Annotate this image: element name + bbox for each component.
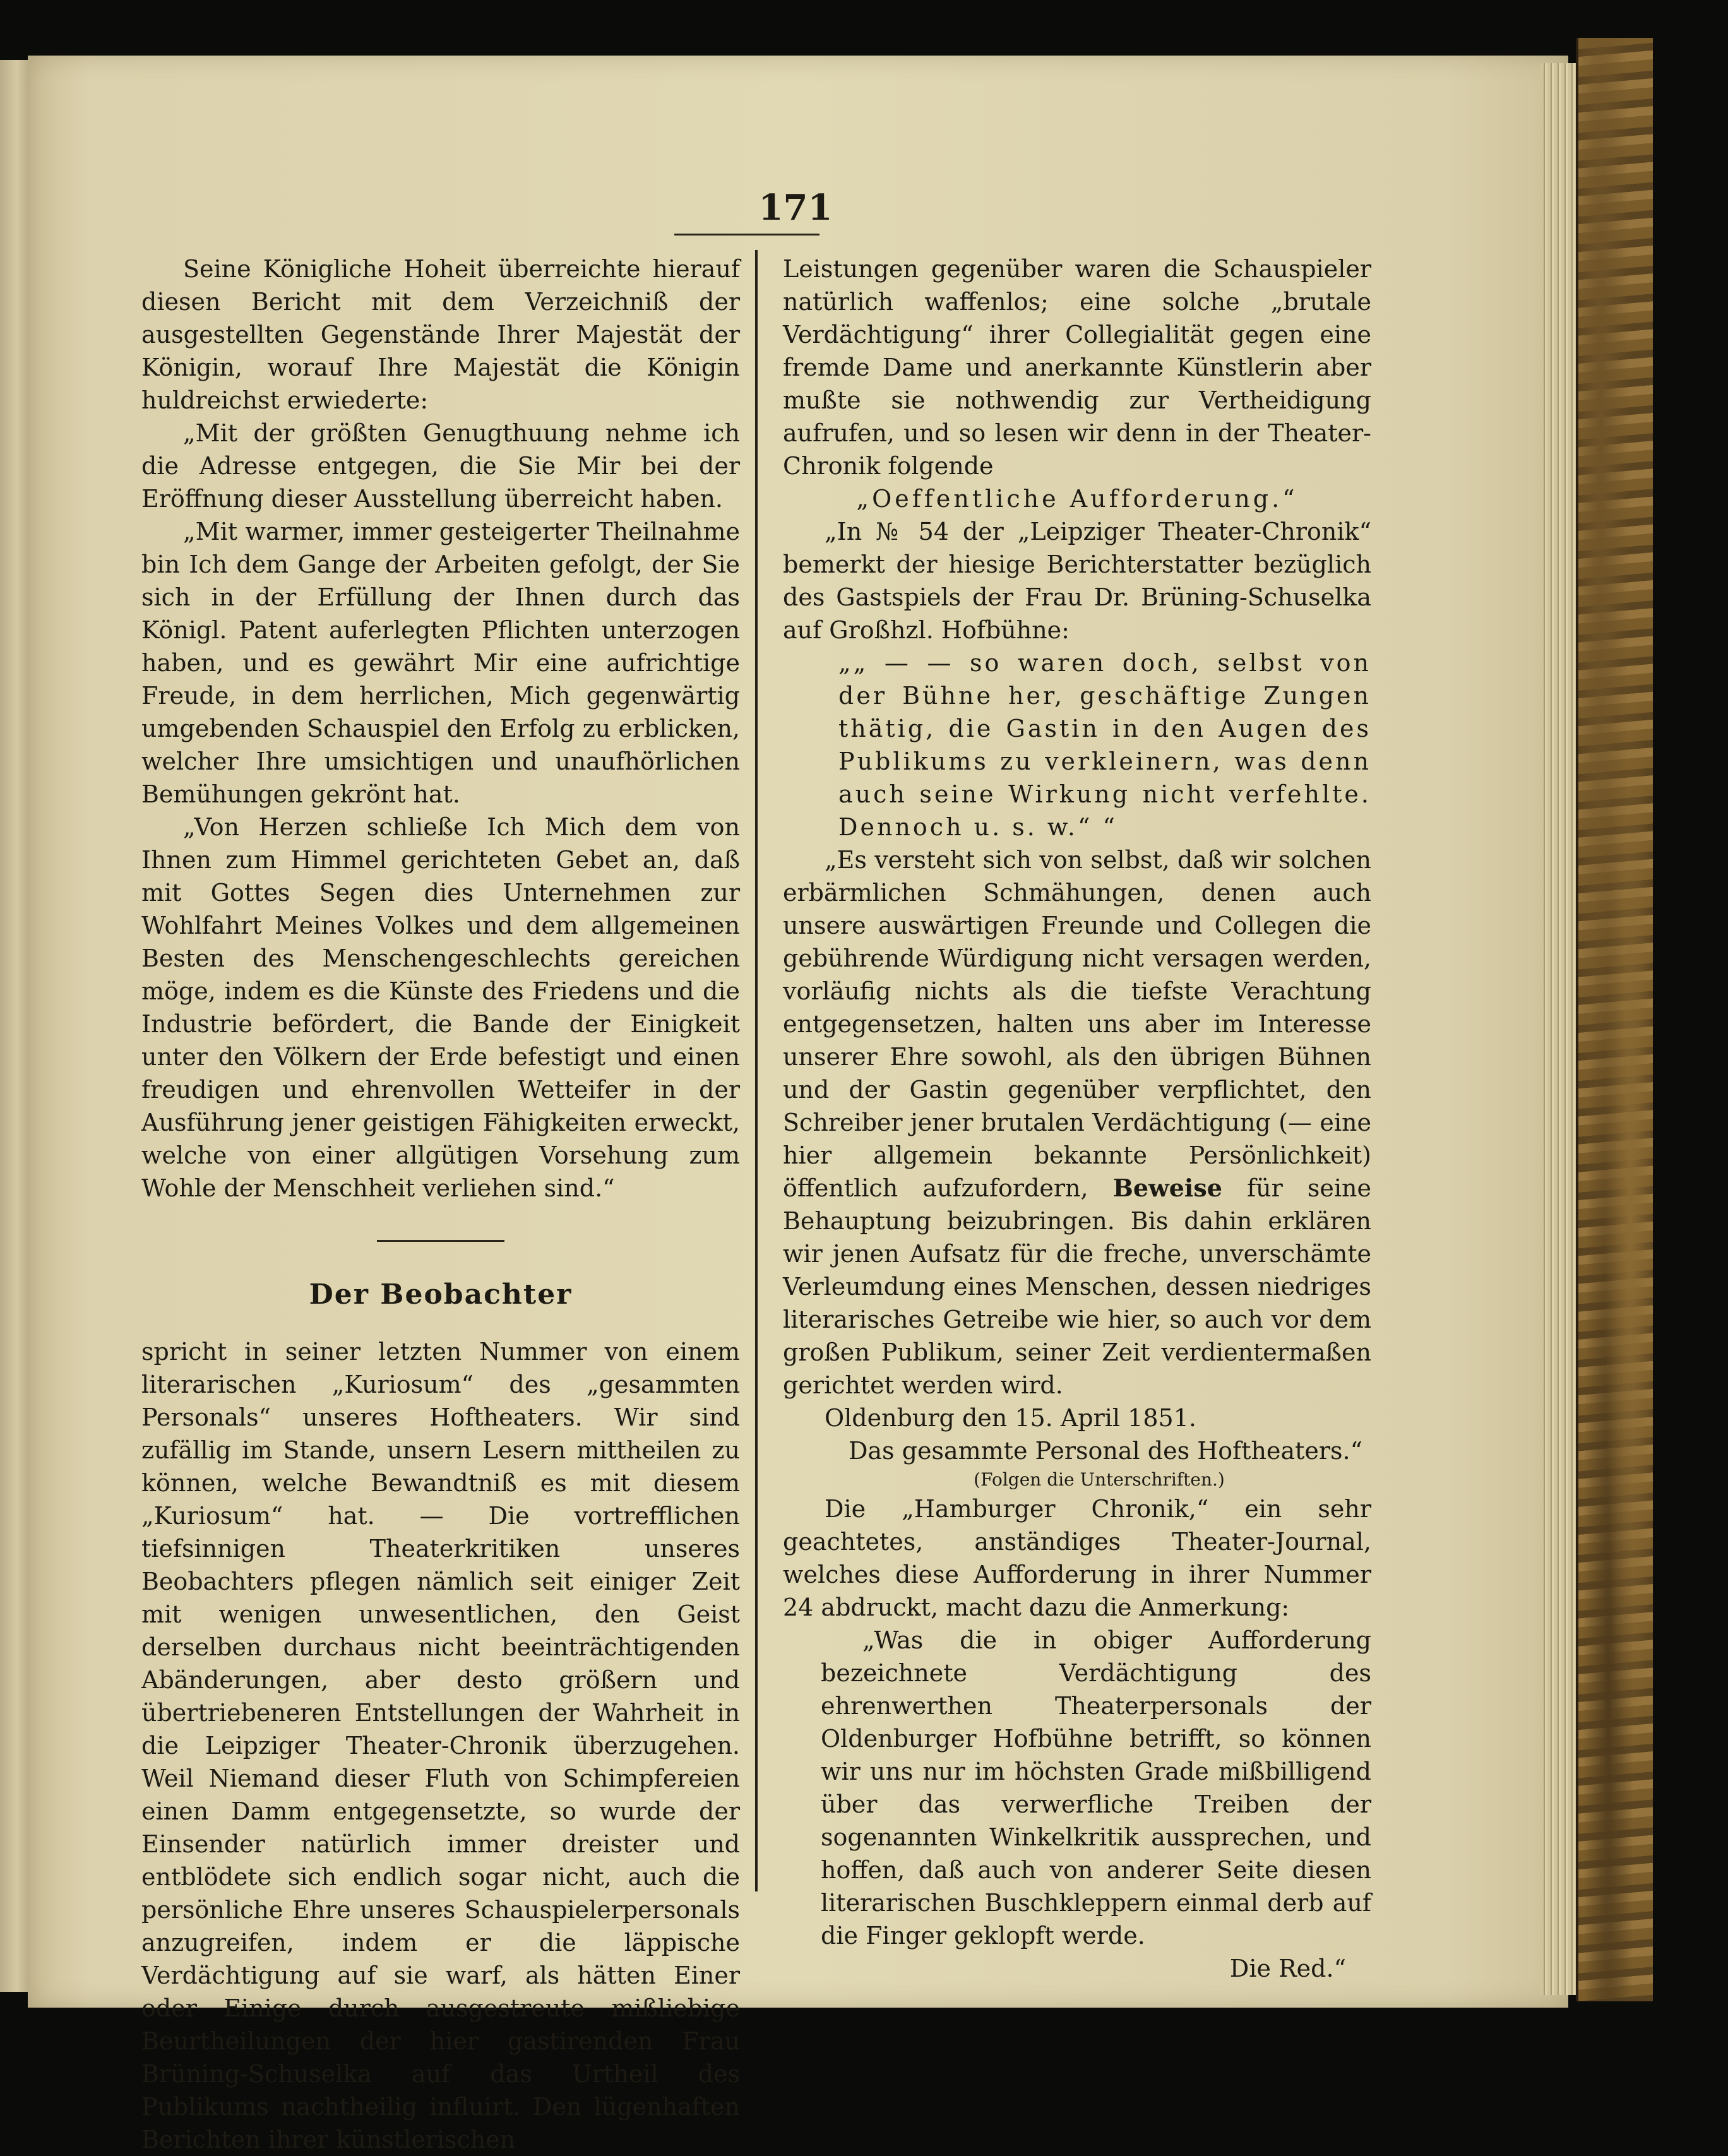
left-page-edge [0,60,30,1992]
notice-body [783,843,1371,1402]
page-edges [1540,63,1578,1995]
notice-intro: „In № 54 der „Leipziger Theater-Chronik“ bemerkt der hiesige Berichterstatter bezüglich des Gastspiels der Frau Dr. Brüning-Schuselka auf Großhzl. Hofbühne: [783,518,1371,644]
date-line: Oldenburg den 15. April 1851. [825,1404,1196,1432]
section-rule [377,1240,504,1242]
right-column [783,253,1371,1985]
signature-line: Das gesammte Personal des Hoftheaters.“ [848,1437,1363,1465]
continuation-paragraph: Leistungen gegenüber waren die Schauspieler natürlich waffenlos; eine solche „brutale Verdächtigung“ ihrer Collegialität gegen eine fremde Dame und anerkannte Künstlerin aber mußte sie nothwendig zur Vertheidigung aufrufen, und so lesen wir denn in der Theater-Chronik folgende [783,255,1371,480]
signature-note: (Folgen die Unterschriften.) [974,1469,1225,1490]
header-rule [674,234,819,235]
notice-bold-word: Beweise [1112,1174,1222,1202]
section-body: spricht in seiner letzten Nummer von einem literarischen „Kuriosum“ des „gesammten Personals“ unseres Hoftheaters. Wir sind zufällig im Stande, unsern Lesern mittheilen zu können, welche Bewandtniß es mit diesem „Kuriosum“ hat. — Die vortrefflichen tiefsinnigen Theaterkritiken unseres Beobachters pflegen nämlich seit einiger Zeit mit wenigen unwesentlichen, den Geist derselben durchaus nicht beeinträchtigenden Abänderungen, aber desto größern und übertriebeneren Entstellungen der Wahrheit in die Leipziger Theater-Chronik überzugehen. Weil Niemand dieser Fluth von Schimpfereien einen Damm entgegensetzte, so wurde der Einsender natürlich immer dreister und entblödete sich endlich sogar nicht, auch die persönliche Ehre unseres Schauspielerpersonals anzugreifen, indem er die läppische Verdächtigung auf sie warf, als hätten Einer oder Einige durch ausgestreute mißliebige Beurtheilungen der hier gastirenden Frau Brüning-Schuselka auf das Urtheil des Publikums nachtheilig influirt. Den lügenhaften Berichten ihrer künstlerischen [141,1338,740,2153]
closing-signature: Die Red.“ [1229,1955,1346,1982]
notice-quote: „„ — — so waren doch, selbst von der Bühne her, geschäftige Zungen thätig, die Gastin in den Augen des Publikums zu verkleinern, was denn auch seine Wirkung nicht verfehlte. Dennoch u. s. w.“ “ [838,649,1371,841]
paragraph: „Von Herzen schließe Ich Mich dem von Ihnen zum Himmel gerichteten Gebet an, daß mit Gottes Segen dies Unternehmen zur Wohlfahrt Meines Volkes und dem allgemeinen Besten des Menschengeschlechts gereichen möge, indem es die Künste des Friedens und die Industrie befördert, die Bande der Einigkeit unter den Völkern der Erde befestigt und einen freudigen und ehrenvollen Wetteifer in der Ausführung jener geistigen Fähigkeiten erweckt, welche von einer allgütigen Vorsehung zum Wohle der Menschheit verliehen sind.“ [141,813,740,1202]
section-heading: Der Beobachter [309,1278,573,1311]
hamburg-paragraph: Die „Hamburger Chronik,“ ein sehr geachtetes, anständiges Theater-Journal, welches diese Aufforderung in ihrer Nummer 24 abdruckt, macht dazu die Anmerkung: [783,1495,1371,1621]
paragraph: Seine Königliche Hoheit überreichte hierauf diesen Bericht mit dem Verzeichniß der ausgestellten Gegenstände Ihrer Majestät der Königin, worauf Ihre Majestät die Königin huldreichst erwiederte: [141,255,740,414]
left-column [141,253,740,2156]
page-number: 171 [758,187,833,229]
notice-body-text: „Es versteht sich von selbst, daß wir solchen erbärmlichen Schmähungen, denen auch unsere auswärtigen Freunde und Collegen die gebührende Würdigung nicht versagen werden, vorläufig nichts als die tiefste Verachtung entgegensetzen, halten uns aber im Interesse unserer Ehre sowohl, als den übrigen Bühnen und der Gastin gegenüber verpflichtet, den Schreiber jener brutalen Verdächtigung (— eine hier allgemein bekannte Persönlichkeit) öffentlich aufzufordern, [783,846,1371,1202]
notice-title: „Oeffentliche Aufforderung.“ [856,485,1298,513]
column-divider [755,250,758,1891]
paragraph: „Mit der größten Genugthuung nehme ich die Adresse entgegen, die Sie Mir bei der Eröffnung dieser Ausstellung überreicht haben. [141,419,740,513]
notice-body-continuation: für seine Behauptung beizubringen. Bis dahin erklären wir jenen Aufsatz für die freche, unverschämte Verleumdung eines Menschen, dessen niedriges literarisches Getreibe wie hier, so auch vor dem großen Publikum, seiner Zeit verdientermaßen gerichtet werden wird. [783,1174,1371,1399]
paragraph: „Mit warmer, immer gesteigerter Theilnahme bin Ich dem Gange der Arbeiten gefolgt, der Sie sich in der Erfüllung der Ihnen durch das Königl. Patent auferlegten Pflichten unterzogen haben, und es gewährt Mir eine aufrichtige Freude, in dem herrlichen, Mich gegenwärtig umgebenden Schauspiel den Erfolg zu erblicken, welcher Ihre umsichtigen und unaufhörlichen Bemühungen gekrönt hat. [141,518,740,808]
marbled-cover [1576,38,1653,2001]
hamburg-quote: „Was die in obiger Aufforderung bezeichnete Verdächtigung des ehrenwerthen Theaterpersonals der Oldenburger Hofbühne betrifft, so können wir uns nur im höchsten Grade mißbilligend über das verwerfliche Treiben der sogenannten Winkelkritik aussprechen, und hoffen, daß auch von anderer Seite diesen literarischen Buschkleppern einmal derb auf die Finger geklopft werde. [821,1626,1371,1950]
